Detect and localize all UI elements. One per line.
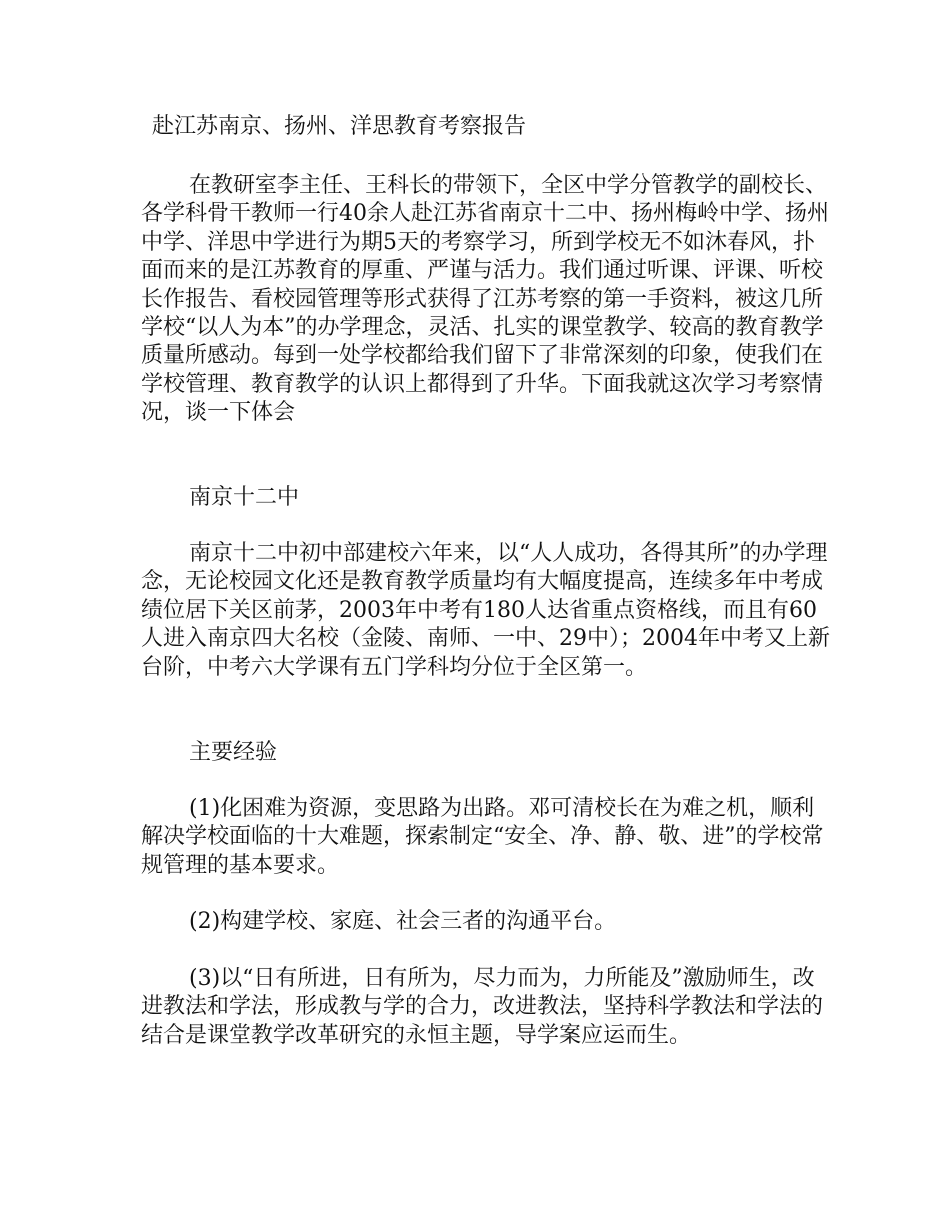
experience-item-1: (1)化困难为资源，变思路为出路。邓可清校长在为难之机，顺利解决学校面临的十大难题，探索制定“安全、净、静、敬、进”的学校常规管理的基本要求。 — [141, 796, 824, 878]
section-paragraph: 南京十二中初中部建校六年来，以“人人成功，各得其所”的办学理念，无论校园文化还是教育教学质量均有大幅度提高，连续多年中考成绩位居下关区前茅，2003年中考有180人达省重点资格线，而且有60人进入南京四大名校（金陵、南师、一中、29中）；2004年中考又上新台阶，中考六大学课有五门学科均分位于全区第一。 — [141, 541, 830, 680]
experience-heading: 主要经验 — [189, 740, 278, 765]
document-title: 赴江苏南京、扬州、洋思教育考察报告 — [152, 114, 527, 139]
experience-item-3: (3)以“日有所进，日有所为，尽力而为，力所能及”激励师生，改进教法和学法，形成教与学的合力，改进教法，坚持科学教法和学法的结合是课堂教学改革研究的永恒主题，导学案应运而生。 — [141, 966, 824, 1048]
section-heading: 南京十二中 — [189, 485, 300, 510]
intro-paragraph: 在教研室李主任、王科长的带领下，全区中学分管教学的副校长、各学科骨干教师一行40余人赴江苏省南京十二中、扬州梅岭中学、扬州中学、洋思中学进行为期5天的考察学习，所到学校无不如沐春风，扑面而来的是江苏教育的厚重、严谨与活力。我们通过听课、评课、听校长作报告、看校园管理等形式获得了江苏考察的第一手资料，被这几所学校“以人为本”的办学理念，灵活、扎实的课堂教学、较高的教育教学质量所感动。每到一处学校都给我们留下了非常深刻的印象，使我们在学校管理、教育教学的认识上都得到了升华。下面我就这次学习考察情况，谈一下体会 — [141, 173, 829, 426]
experience-item-2: (2)构建学校、家庭、社会三者的沟通平台。 — [189, 909, 617, 934]
